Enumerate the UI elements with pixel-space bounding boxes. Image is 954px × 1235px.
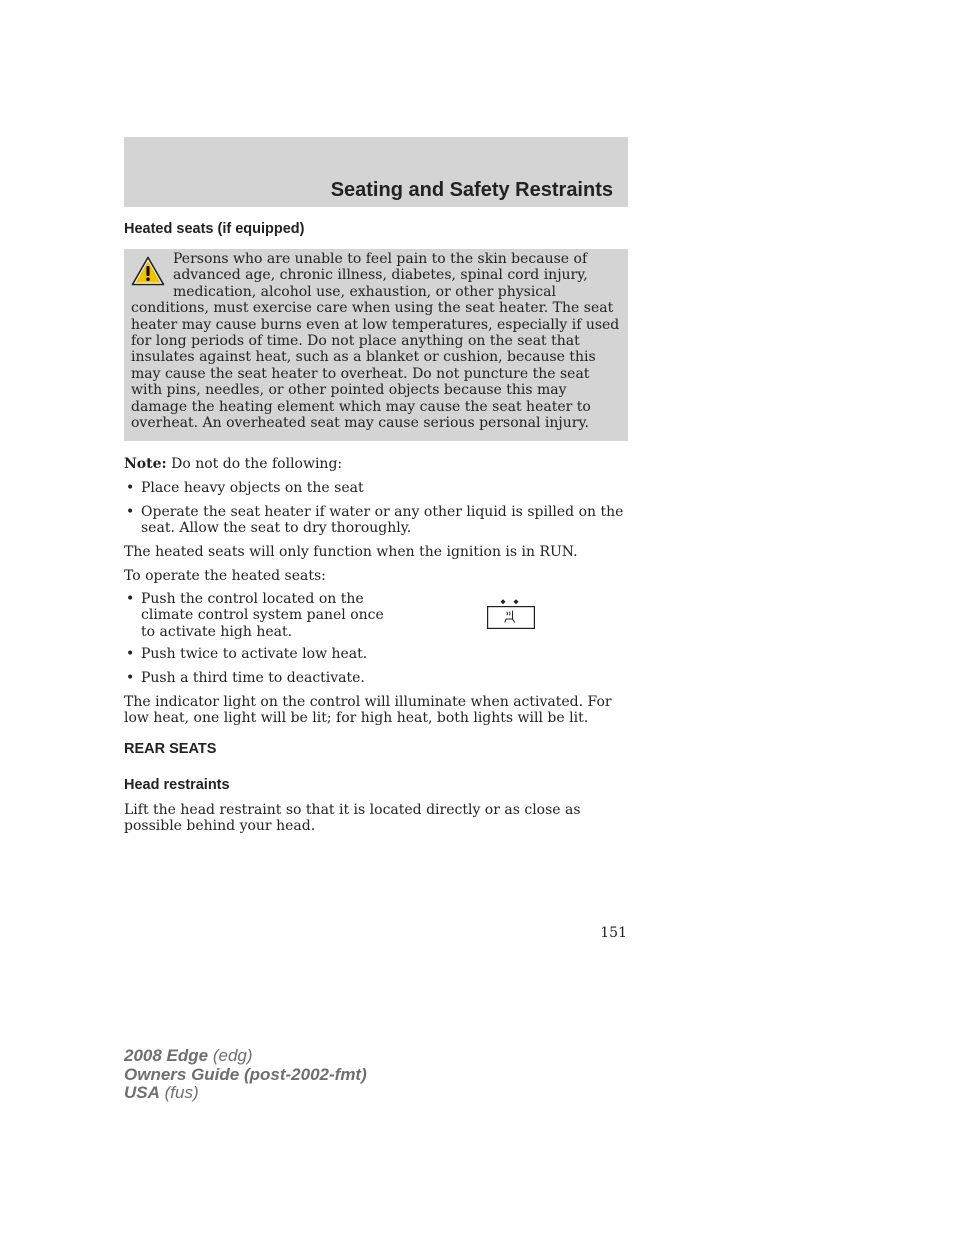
bullet-dot: • xyxy=(126,646,135,662)
footer-model-code: (edg) xyxy=(208,1046,253,1065)
list-item-text: Push the control located on the climate control system panel once to activate high heat. xyxy=(141,591,384,640)
footer-market-code: (fus) xyxy=(159,1083,199,1102)
list-item-text: Push a third time to deactivate. xyxy=(141,670,365,686)
list-item xyxy=(124,480,628,496)
note-paragraph xyxy=(124,456,628,472)
ignition-paragraph: The heated seats will only function when the ignition is in RUN. xyxy=(124,544,578,560)
list-item-text: Place heavy objects on the seat xyxy=(141,480,364,496)
bullet-dot: • xyxy=(126,591,135,607)
bullet-dot: • xyxy=(126,670,135,686)
list-item xyxy=(124,670,628,686)
list-item-text: Push twice to activate low heat. xyxy=(141,646,368,662)
footer-model: 2008 Edge xyxy=(124,1046,209,1065)
note-label: Note: xyxy=(124,456,167,472)
list-item xyxy=(124,646,628,662)
footer-line-1 xyxy=(124,1047,367,1066)
bullet-dot: • xyxy=(126,504,135,520)
warning-triangle-icon xyxy=(131,256,165,286)
section-title: Seating and Safety Restraints xyxy=(330,179,613,201)
note-text: Do not do the following: xyxy=(166,456,343,472)
bullet-dot: • xyxy=(126,480,135,496)
warning-text: Persons who are unable to feel pain to the skin because of advanced age, chronic illness, diabetes, spinal cord injury, medication, alcohol use, exhaustion, or other physical conditions, must exercise care when using the seat heater. The seat heater may cause burns even at low temperatures, especially if used for long periods of time. Do not place anything on the seat that insulates against heat, such as a blanket or cushion, because this may cause the seat heater to overheat. Do not puncture the seat with pins, needles, or other pointed objects because this may damage the heating element which may cause the seat heater to overheat. An overheated seat may cause serious personal injury. xyxy=(131,251,620,432)
head-restraints-paragraph: Lift the head restraint so that it is located directly or as close as possible behind your head. xyxy=(124,802,581,835)
footer-line-3 xyxy=(124,1084,367,1103)
page-number: 151 xyxy=(600,925,627,941)
footer-guide: Owners Guide (post-2002-fmt) xyxy=(124,1064,367,1084)
indicator-paragraph: The indicator light on the control will illuminate when activated. For low heat, one light will be lit; for high heat, both lights will be lit. xyxy=(124,694,612,727)
list-item xyxy=(124,504,628,537)
footer xyxy=(124,1047,367,1103)
footer-market: USA xyxy=(124,1083,160,1102)
heated-seat-icon xyxy=(487,598,535,629)
heated-seats-heading: Heated seats (if equipped) xyxy=(124,221,305,237)
section-header-band xyxy=(124,137,628,207)
operate-intro: To operate the heated seats: xyxy=(124,568,326,584)
rear-seats-heading: REAR SEATS xyxy=(124,741,217,757)
list-item-text: Operate the seat heater if water or any other liquid is spilled on the seat. Allow the seat to dry thoroughly. xyxy=(141,504,624,537)
head-restraints-heading: Head restraints xyxy=(124,777,230,793)
list-item xyxy=(124,591,386,640)
warning-box xyxy=(124,249,628,441)
footer-line-2 xyxy=(124,1066,367,1085)
